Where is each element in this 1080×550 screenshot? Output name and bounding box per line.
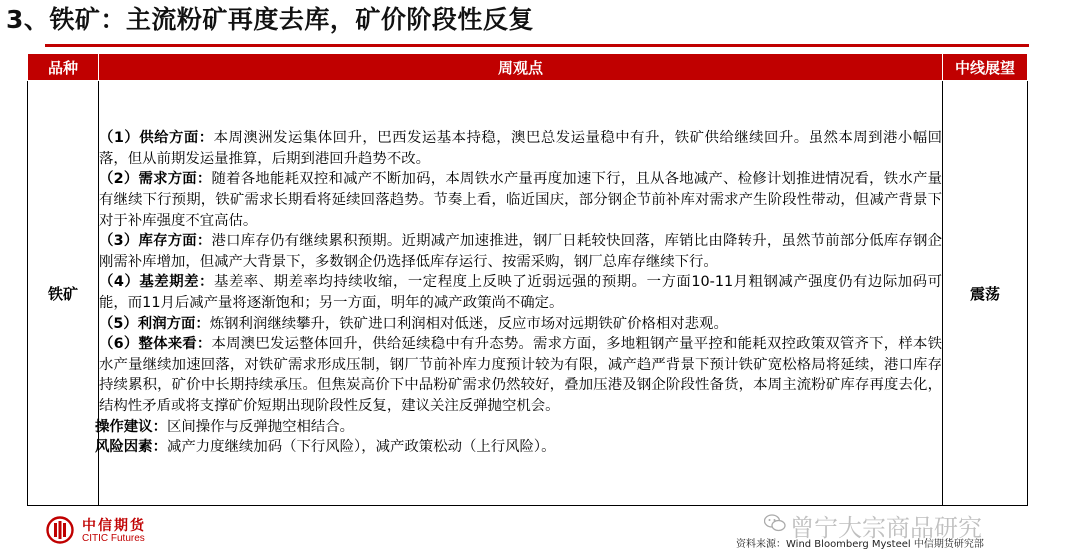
view-paragraph <box>99 314 942 335</box>
view-paragraph <box>99 334 942 416</box>
paragraph-text: 本周澳洲发运集体回升，巴西发运基本持稳，澳巴总发运量稳中有升，铁矿供给继续回升。虽然本周到港小幅回落，但从前期发运量推算，后期到港回升趋势不改。 <box>99 130 942 167</box>
title-divider <box>45 44 1029 47</box>
paragraph-keyword: 供给方面： <box>139 130 214 147</box>
view-paragraph <box>95 417 942 438</box>
header-weekly-view: 周观点 <box>99 54 943 81</box>
table-row <box>28 81 1028 506</box>
paragraph-keyword: 整体来看： <box>138 336 212 353</box>
view-paragraph <box>99 272 942 313</box>
view-paragraph <box>99 169 942 231</box>
paragraph-text: 炼钢利润继续攀升，铁矿进口利润相对低迷，反应市场对远期铁矿价格相对悲观。 <box>209 315 728 332</box>
view-paragraph <box>99 128 942 169</box>
paragraph-text: 区间操作与反弹抛空相结合。 <box>166 418 355 435</box>
logo-chinese-name: 中信期货 <box>82 518 146 534</box>
paragraph-number: （3） <box>99 233 139 250</box>
view-paragraph <box>99 231 942 272</box>
paragraph-keyword: 利润方面： <box>137 315 210 332</box>
page-title: 3、铁矿：主流粉矿再度去库，矿价阶段性反复 <box>6 5 534 34</box>
paragraph-list <box>95 128 942 458</box>
paragraph-keyword: 库存方面： <box>138 233 212 250</box>
paragraph-text: 随着各地能耗双控和减产不断加码，本周铁水产量再度加速下行，且从各地减产、检修计划推进情况看，铁水产量有继续下行预期，铁矿需求长期看将延续回落趋势。节奏上看，临近国庆，部分钢企节前补库对需求产生阶段性带动，但减产背景下对于补库强度不宜高估。 <box>99 171 942 229</box>
paragraph-text: 减产力度继续加码（下行风险），减产政策松动（上行风险）。 <box>166 439 556 456</box>
paragraph-keyword: 需求方面： <box>138 171 212 188</box>
paragraph-number: （2） <box>99 171 139 188</box>
table-header-row <box>28 54 1028 81</box>
view-paragraph <box>95 437 942 458</box>
paragraph-number: （6） <box>99 336 139 353</box>
wechat-icon <box>764 514 786 532</box>
header-variety: 品种 <box>28 54 99 81</box>
weekly-view-table <box>27 53 1028 506</box>
paragraph-number: （5） <box>99 315 138 332</box>
paragraph-keyword: 风险因素： <box>95 439 167 456</box>
variety-cell: 铁矿 <box>28 81 99 506</box>
paragraph-text: 基差率、期差率均持续收缩，一定程度上反映了近弱远强的预期。一方面10-11月粗钢减产强度仍有边际加码可能，而11月后减产量将逐渐饱和；另一方面，明年的减产政策尚不确定。 <box>99 274 942 311</box>
paragraph-number: （1） <box>99 130 140 147</box>
source-note: 资料来源：Wind Bloomberg Mysteel 中信期货研究部 <box>736 539 984 550</box>
header-outlook: 中线展望 <box>943 54 1028 81</box>
watermark-text: 曾宁大宗商品研究 <box>790 514 982 542</box>
paragraph-text: 本周澳巴发运整体回升，供给延续稳中有升态势。需求方面，多地粗钢产量平控和能耗双控政策双管齐下，样本铁水产量继续加速回落，对铁矿需求形成压制，钢厂节前补库力度预计较为有限，减产趋严背景下预计铁矿宽松格局将延续，港口库存持续累积，矿价中长期持续承压。但焦炭高价下中品粉矿需求仍然较好，叠加压港及钢企阶段性备货，本周主流粉矿库存再度去化，结构性矛盾或将支撑矿价短期出现阶段性反复，建议关注反弹抛空机会。 <box>99 336 942 414</box>
paragraph-text: 港口库存仍有继续累积预期。近期减产加速推进，钢厂日耗较快回落，库销比由降转升，虽然节前部分低库存钢企刚需补库增加，但减产大背景下，多数钢企仍选择低库存运行、按需采购，钢厂总库存继续下行。 <box>99 233 942 270</box>
outlook-cell: 震荡 <box>943 81 1028 506</box>
paragraph-number: （4） <box>99 274 140 291</box>
paragraph-keyword: 操作建议： <box>95 418 167 435</box>
citic-logo-icon <box>46 516 74 544</box>
citic-futures-logo <box>46 515 186 545</box>
paragraph-keyword: 基差期差： <box>139 274 214 291</box>
weekly-view-cell <box>95 81 943 506</box>
logo-english-name: CITIC Futures <box>82 533 145 544</box>
